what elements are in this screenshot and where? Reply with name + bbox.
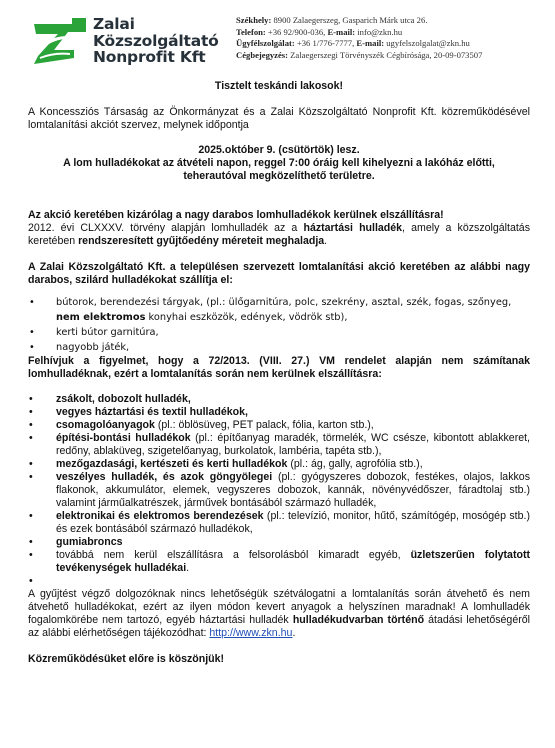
accepted-list xyxy=(28,295,530,355)
item-bold: nem elektromos xyxy=(56,312,146,323)
instruction-line: A lom hulladékokat az átvételi napon, reggel 7:00 óráig kell kihelyezni a lakóház előtti, teherautóval megközelíthető területre. xyxy=(63,157,495,182)
closing-paragraph xyxy=(28,588,530,640)
brand-line: Nonprofit Kft xyxy=(93,48,206,66)
item-text: kerti bútor garnitúra, xyxy=(56,327,159,338)
thanks-line: Közreműködésüket előre is köszönjük! xyxy=(28,653,225,665)
intro-paragraph: A Koncessziós Társaság az Önkormányzat és a Zalai Közszolgáltató Nonprofit Kft. közreműködésével lomtalanítási akciót szervez, melynek időpontja xyxy=(28,106,530,131)
item-text: (pl.: gyógyszeres dobozok, festékes, olajos, lakkos flakonok, akkumulátor, elemek, vegyszeres dobozok, kannák, növényvédőszer, fáradtolaj stb.) valamint járműalkatrészek, járművek bontásából származó hulladék, xyxy=(56,471,530,509)
item-bold: elektronikai és elektromos berendezések xyxy=(56,510,264,522)
rejected-heading: Felhívjuk a figyelmet, hogy a 72/2013. (VIII. 27.) VM rendelet alapján nem számítanak lomhulladéknak, ezért a lomtalanítás során nem kerülnek elszállításra: xyxy=(28,355,530,380)
contact-value: +36 92/900-036, xyxy=(265,26,328,37)
contact-label: Ügyfélszolgálat: xyxy=(236,38,295,49)
brand-line: Közszolgáltató xyxy=(93,31,219,50)
company-name xyxy=(93,16,219,66)
list-item: • zsákolt, dobozolt hulladék, xyxy=(29,393,191,405)
accepted-heading: A Zalai Közszolgáltató Kft. a településen szervezett lomtalanítási akció keretében az alábbi nagy darabos, szilárd hulladékokat szállítja el: xyxy=(28,261,530,286)
list-item: • kerti bútor garnitúra, xyxy=(29,327,159,338)
item-text: . xyxy=(186,562,190,574)
item-text: (pl.: ág, gally, agrofólia stb.), xyxy=(287,458,423,470)
list-item: • mezőgazdasági, kertészeti és kerti hulladékok (pl.: ág, gally, agrofólia stb.), xyxy=(29,458,423,470)
item-bold: csomagolóanyagok xyxy=(56,419,155,431)
scope-text: . xyxy=(324,235,328,247)
list-item: • csomagolóanyagok (pl.: öblösüveg, PET palack, fólia, karton stb.), xyxy=(29,419,374,431)
contact-label: Cégbejegyzés: xyxy=(236,49,289,60)
item-bold: zsákolt, dobozolt hulladék, xyxy=(56,393,191,405)
item-text: (pl.: televízió, monitor, hűtő, számítógép, mosógép stb.) és ezek bontásából származó hulladékok, xyxy=(56,510,530,535)
contact-block xyxy=(236,15,552,61)
list-item: • építési-bontási hulladékok (pl.: építőanyag maradék, törmelék, WC csésze, kibontott ablakkeret, redőny, ablaküveg, szigetelőanyag, burkolatok, lambéria, tapéta stb.), xyxy=(29,432,530,457)
contact-value: 8900 Zalaegerszeg, Gasparich Márk utca 26. xyxy=(271,15,428,25)
item-bold: vegyes háztartási és textil hulladékok, xyxy=(56,406,248,418)
item-bold: veszélyes hulladék, és azok göngyölegei xyxy=(56,471,273,483)
list-item: • gumiabroncs xyxy=(29,536,123,548)
list-item-empty: • xyxy=(29,575,33,587)
list-item: • elektronikai és elektromos berendezések (pl.: televízió, monitor, hűtő, számítógép, mosógép stb.) és ezek bontásából származó hulladékok, xyxy=(29,510,530,535)
website-link[interactable]: http://www.zkn.hu xyxy=(209,627,293,639)
item-bold: gumiabroncs xyxy=(56,536,123,548)
item-text: nagyobb játék, xyxy=(56,342,130,353)
scope-bold: rendszeresített gyűjtőedény méreteit meghaladja xyxy=(78,235,325,247)
item-bold: építési-bontási hulladékok xyxy=(56,432,191,444)
contact-line xyxy=(236,50,552,62)
notice-body xyxy=(28,80,530,666)
contact-value: info@zkn.hu xyxy=(355,26,403,37)
scope-bold: háztartási hulladék xyxy=(303,222,403,234)
date-line: 2025.október 9. (csütörtök) lesz. xyxy=(198,144,360,156)
contact-label: Telefon: xyxy=(236,26,266,37)
item-bold: mezőgazdasági, kertészeti és kerti hulladékok xyxy=(56,458,288,470)
list-item: • vegyes háztartási és textil hulladékok, xyxy=(29,406,248,418)
item-bold: üzletszerűen folytatott tevékenységek hulladékai xyxy=(56,549,531,574)
contact-label: Székhely: xyxy=(236,15,272,25)
contact-line xyxy=(236,15,552,27)
scope-text: 2012. évi CLXXXV. törvény alapján lomhulladék az a xyxy=(28,222,304,234)
item-text: konyhai eszközök, edények, vödrök stb), xyxy=(145,312,348,323)
closing-text: átadási lehetőségéről az alábbi elérhetőségen tájékozódhat: xyxy=(28,614,530,639)
item-text: továbbá nem kerül elszállításra a felsorolásból kimaradt egyéb, xyxy=(56,549,411,561)
list-item: • továbbá nem kerül elszállításra a felsorolásból kimaradt egyéb, üzletszerűen folytatott tevékenységek hulladékai. xyxy=(29,549,531,574)
list-item: • nagyobb játék, xyxy=(29,342,130,353)
contact-value: +36 1/776-7777, xyxy=(294,38,357,49)
item-text: (pl.: öblösüveg, PET palack, fólia, karton stb.), xyxy=(154,419,374,431)
contact-line xyxy=(236,27,552,39)
contact-line xyxy=(236,38,552,50)
greeting: Tisztelt teskándi lakosok! xyxy=(214,80,344,92)
item-text: bútorok, berendezési tárgyak, (pl.: ülőgarnitúra, polc, szekrény, asztal, szék, fogas, szőnyeg, xyxy=(56,297,512,308)
brand-line: Zalai xyxy=(93,15,135,33)
contact-label: E-mail: xyxy=(356,38,385,49)
scope-paragraph xyxy=(28,222,530,248)
item-text: (pl.: építőanyag maradék, törmelék, WC csésze, kibontott ablakkeret, redőny, ablaküveg, szigetelőanyag, burkolatok, lambéria, tapéta stb.), xyxy=(56,432,530,457)
rejected-list xyxy=(28,393,530,588)
closing-bold: hulladékudvarban történő xyxy=(292,614,425,626)
scope-text: , amely a közszolgáltatás keretében xyxy=(28,222,530,247)
list-item: • bútorok, berendezési tárgyak, (pl.: ülőgarnitúra, polc, szekrény, asztal, szék, fogas, szőnyeg, nem elektromos konyhai eszközök, edények, vödrök stb), xyxy=(29,297,512,323)
list-item: • veszélyes hulladék, és azok göngyölegei (pl.: gyógyszeres dobozok, festékes, olajos, lakkos flakonok, akkumulátor, elemek, vegyszeres dobozok, kannák, növényvédőszer, fáradtolaj stb.) valamint járműalkatrészek, járművek bontásából származó hulladék, xyxy=(29,471,530,509)
scope-heading: Az akció keretében kizárólag a nagy darabos lomhulladékok kerülnek elszállításra! xyxy=(28,209,444,221)
contact-value: Zalaegerszegi Törvényszék Cégbírósága, 20-09-073507 xyxy=(288,49,483,60)
closing-text: . xyxy=(292,627,296,639)
closing-text: A gyűjtést végző dolgozóknak nincs lehetőségük szétválogatni a lomtalanítás során átvehető és nem átvehető hulladékokat, ezért az ilyen módon kevert anyagok a helyszínen maradnak! A lomhulladék fogalomkörébe nem tartozó, egyéb háztartási hulladék xyxy=(28,588,530,626)
zkn-logo-icon xyxy=(28,14,88,68)
contact-label: E-mail: xyxy=(327,26,356,37)
contact-value: ugyfelszolgalat@zkn.hu xyxy=(384,38,470,49)
